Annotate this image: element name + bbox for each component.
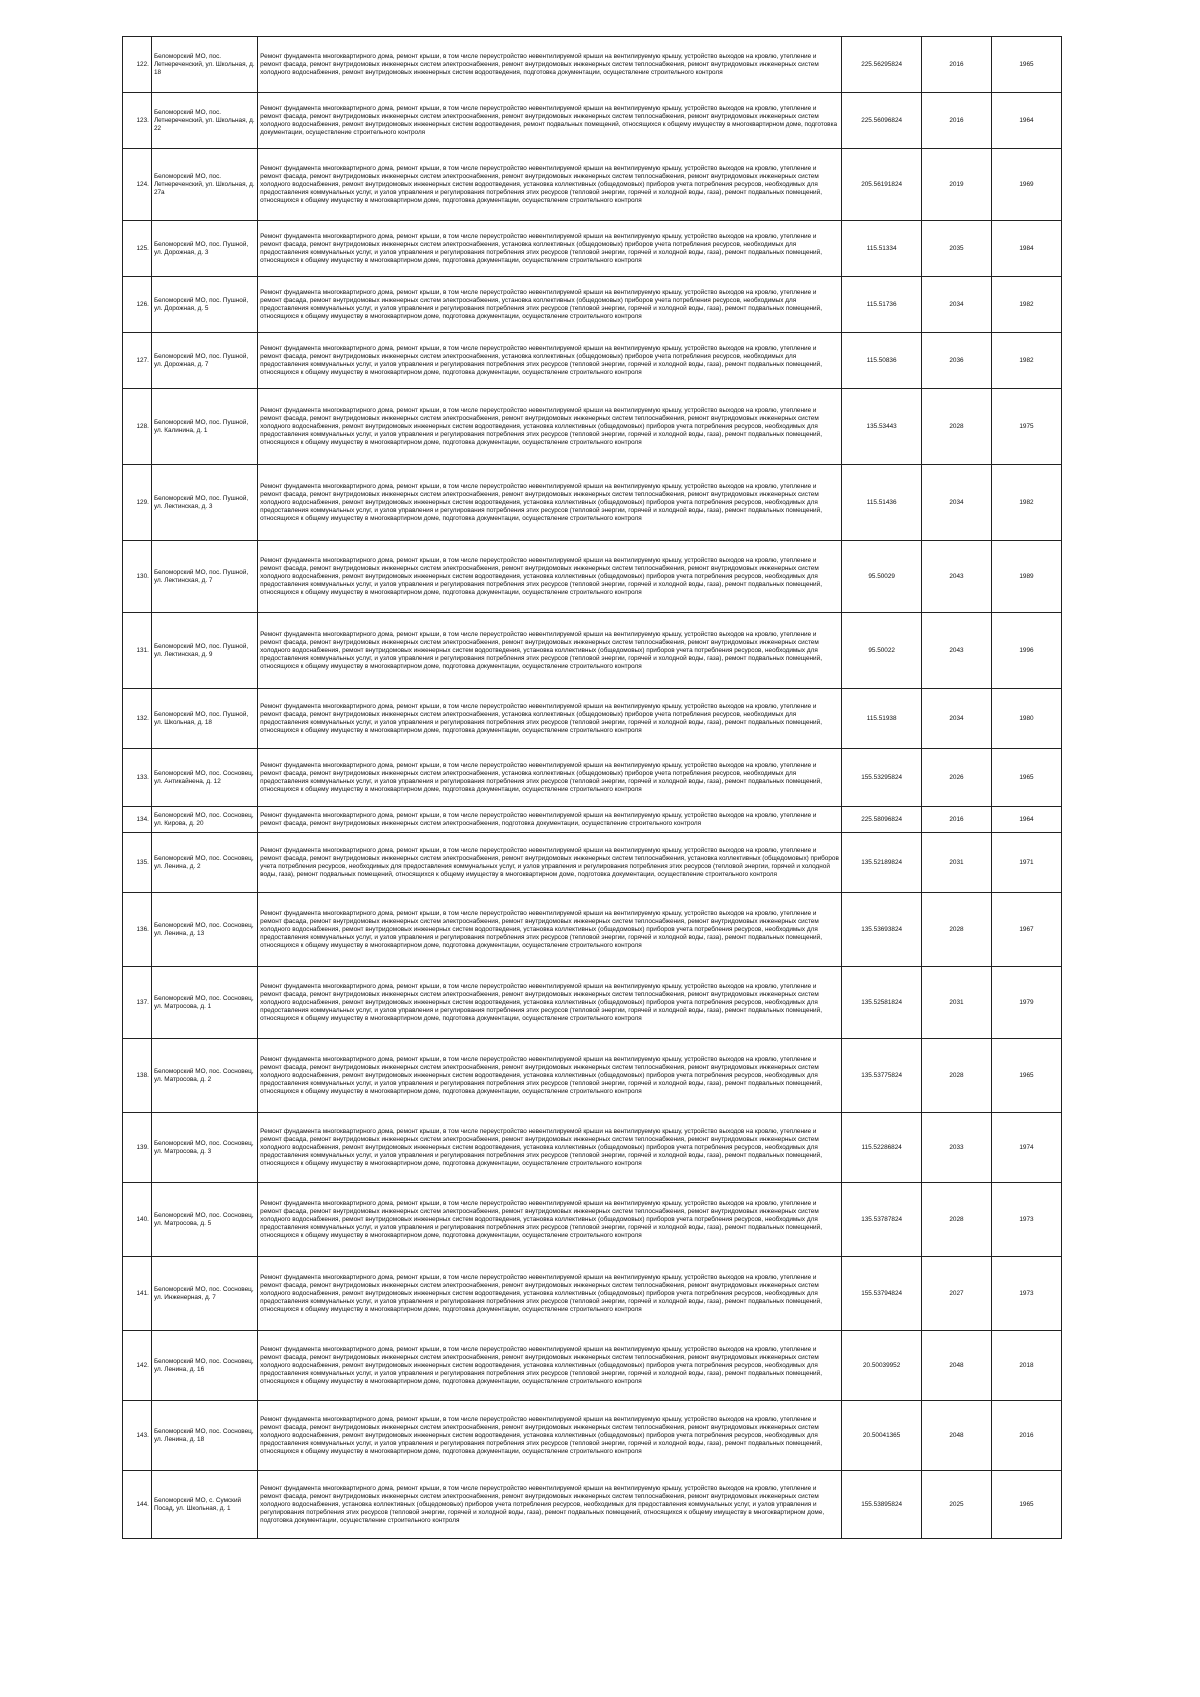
row-address: Беломорский МО, с. Сумский Посад, ул. Школьная, д. 1 [151, 1471, 257, 1539]
table-row [123, 1183, 1062, 1257]
row-works: Ремонт фундамента многоквартирного дома, ремонт крыши, в том числе переустройство невентилируемой крыши на вентилируемую крышу, устройство выходов на кровлю, утепление и ремонт фасада, ремонт внутридомовых инженерных систем электроснабжения, ремонт внутридомовых инженерных систем теплоснабжения, ремонт внутридомовых инженерных систем холодного водоснабжения, ремонт внутридомовых инженерных систем водоотведения, установка коллективных (общедомовых) приборов учета потребления ресурсов, необходимых для предоставления коммунальных услуг, и узлов управления и регулирования потребления этих ресурсов (тепловой энергии, горячей и холодной воды, газа), ремонт подвальных помещений, относящихся к общему имуществу в многоквартирном доме, подготовка документации, осуществление строительного контроля [258, 1331, 842, 1401]
row-built-year: 1979 [991, 967, 1061, 1039]
row-year: 2034 [921, 689, 991, 749]
table-row [123, 749, 1062, 807]
row-address: Беломорский МО, пос. Сосновец, ул. Матросова, д. 1 [151, 967, 257, 1039]
row-built-year: 1965 [991, 749, 1061, 807]
row-works: Ремонт фундамента многоквартирного дома, ремонт крыши, в том числе переустройство невентилируемой крыши на вентилируемую крышу, устройство выходов на кровлю, утепление и ремонт фасада, ремонт внутридомовых инженерных систем электроснабжения, установка коллективных (общедомовых) приборов учета потребления ресурсов, необходимых для предоставления коммунальных услуг, и узлов управления и регулирования потребления этих ресурсов (тепловой энергии, горячей и холодной воды, газа), ремонт подвальных помещений, относящихся к общему имуществу в многоквартирном доме, подготовка документации, осуществление строительного контроля [258, 333, 842, 389]
row-works: Ремонт фундамента многоквартирного дома, ремонт крыши, в том числе переустройство невентилируемой крыши на вентилируемую крышу, устройство выходов на кровлю, утепление и ремонт фасада, ремонт внутридомовых инженерных систем электроснабжения, ремонт внутридомовых инженерных систем теплоснабжения, ремонт внутридомовых инженерных систем холодного водоснабжения, ремонт внутридомовых инженерных систем водоотведения, установка коллективных (общедомовых) приборов учета потребления ресурсов, необходимых для предоставления коммунальных услуг, и узлов управления и регулирования потребления этих ресурсов (тепловой энергии, горячей и холодной воды, газа), ремонт подвальных помещений, относящихся к общему имуществу в многоквартирном доме, подготовка документации, осуществление строительного контроля [258, 893, 842, 967]
row-number: 140. [123, 1183, 152, 1257]
row-works: Ремонт фундамента многоквартирного дома, ремонт крыши, в том числе переустройство невентилируемой крыши на вентилируемую крышу, устройство выходов на кровлю, утепление и ремонт фасада, ремонт внутридомовых инженерных систем электроснабжения, ремонт внутридомовых инженерных систем теплоснабжения, ремонт внутридомовых инженерных систем холодного водоснабжения, ремонт внутридомовых инженерных систем водоотведения, ремонт подвальных помещений, относящихся к общему имуществу в многоквартирном доме, подготовка документации, осуществление строительного контроля [258, 93, 842, 149]
row-works: Ремонт фундамента многоквартирного дома, ремонт крыши, в том числе переустройство невентилируемой крыши на вентилируемую крышу, устройство выходов на кровлю, утепление и ремонт фасада, ремонт внутридомовых инженерных систем электроснабжения, подготовка документации, осуществление строительного контроля [258, 807, 842, 833]
row-cost: 115.51436 [842, 465, 922, 541]
row-address: Беломорский МО, пос. Сосновец, ул. Ленина, д. 13 [151, 893, 257, 967]
row-works: Ремонт фундамента многоквартирного дома, ремонт крыши, в том числе переустройство невентилируемой крыши на вентилируемую крышу, устройство выходов на кровлю, утепление и ремонт фасада, ремонт внутридомовых инженерных систем электроснабжения, ремонт внутридомовых инженерных систем теплоснабжения, ремонт внутридомовых инженерных систем холодного водоснабжения, установка коллективных (общедомовых) приборов учета потребления ресурсов, необходимых для предоставления коммунальных услуг, и узлов управления и регулирования потребления этих ресурсов (тепловой энергии, горячей и холодной воды, газа), ремонт подвальных помещений, относящихся к общему имуществу в многоквартирном доме, подготовка документации, осуществление строительного контроля [258, 1471, 842, 1539]
row-number: 139. [123, 1113, 152, 1183]
row-works: Ремонт фундамента многоквартирного дома, ремонт крыши, в том числе переустройство невентилируемой крыши на вентилируемую крышу, устройство выходов на кровлю, утепление и ремонт фасада, ремонт внутридомовых инженерных систем электроснабжения, ремонт внутридомовых инженерных систем теплоснабжения, ремонт внутридомовых инженерных систем холодного водоснабжения, ремонт внутридомовых инженерных систем водоотведения, установка коллективных (общедомовых) приборов учета потребления ресурсов, необходимых для предоставления коммунальных услуг, и узлов управления и регулирования потребления этих ресурсов (тепловой энергии, горячей и холодной воды, газа), ремонт подвальных помещений, относящихся к общему имуществу в многоквартирном доме, подготовка документации, осуществление строительного контроля [258, 1039, 842, 1113]
row-address: Беломорский МО, пос. Пушной, ул. Лектинская, д. 7 [151, 541, 257, 613]
row-address: Беломорский МО, пос. Пушной, ул. Дорожная, д. 3 [151, 221, 257, 277]
row-year: 2033 [921, 1113, 991, 1183]
row-number: 128. [123, 389, 152, 465]
row-cost: 135.53775824 [842, 1039, 922, 1113]
row-cost: 225.56096824 [842, 93, 922, 149]
table-row [123, 689, 1062, 749]
row-year: 2031 [921, 967, 991, 1039]
row-year: 2034 [921, 277, 991, 333]
row-works: Ремонт фундамента многоквартирного дома, ремонт крыши, в том числе переустройство невентилируемой крыши на вентилируемую крышу, устройство выходов на кровлю, утепление и ремонт фасада, ремонт внутридомовых инженерных систем электроснабжения, установка коллективных (общедомовых) приборов учета потребления ресурсов, необходимых для предоставления коммунальных услуг, и узлов управления и регулирования потребления этих ресурсов (тепловой энергии, горячей и холодной воды, газа), ремонт подвальных помещений, относящихся к общему имуществу в многоквартирном доме, подготовка документации, осуществление строительного контроля [258, 221, 842, 277]
row-address: Беломорский МО, пос. Пушной, ул. Дорожная, д. 5 [151, 277, 257, 333]
row-address: Беломорский МО, пос. Пушной, ул. Школьная, д. 18 [151, 689, 257, 749]
row-number: 131. [123, 613, 152, 689]
row-year: 2043 [921, 541, 991, 613]
row-cost: 20.50041365 [842, 1401, 922, 1471]
row-year: 2016 [921, 93, 991, 149]
table-row [123, 1471, 1062, 1539]
row-year: 2036 [921, 333, 991, 389]
row-cost: 135.53693824 [842, 893, 922, 967]
row-number: 124. [123, 149, 152, 221]
row-cost: 115.50836 [842, 333, 922, 389]
table-row [123, 1113, 1062, 1183]
table-row [123, 807, 1062, 833]
row-built-year: 1989 [991, 541, 1061, 613]
table-row [123, 1257, 1062, 1331]
row-works: Ремонт фундамента многоквартирного дома, ремонт крыши, в том числе переустройство невентилируемой крыши на вентилируемую крышу, устройство выходов на кровлю, утепление и ремонт фасада, ремонт внутридомовых инженерных систем электроснабжения, ремонт внутридомовых инженерных систем теплоснабжения, ремонт внутридомовых инженерных систем холодного водоснабжения, ремонт внутридомовых инженерных систем водоотведения, установка коллективных (общедомовых) приборов учета потребления ресурсов, необходимых для предоставления коммунальных услуг, и узлов управления и регулирования потребления этих ресурсов (тепловой энергии, горячей и холодной воды, газа), ремонт подвальных помещений, относящихся к общему имуществу в многоквартирном доме, подготовка документации, осуществление строительного контроля [258, 1401, 842, 1471]
row-address: Беломорский МО, пос. Сосновец, ул. Матросова, д. 2 [151, 1039, 257, 1113]
row-number: 138. [123, 1039, 152, 1113]
row-address: Беломорский МО, пос. Пушной, ул. Лектинская, д. 3 [151, 465, 257, 541]
table-row [123, 149, 1062, 221]
table-row [123, 613, 1062, 689]
row-year: 2031 [921, 833, 991, 893]
row-year: 2035 [921, 221, 991, 277]
table-row [123, 1401, 1062, 1471]
row-address: Беломорский МО, пос. Сосновец, ул. Ленина, д. 16 [151, 1331, 257, 1401]
row-works: Ремонт фундамента многоквартирного дома, ремонт крыши, в том числе переустройство невентилируемой крыши на вентилируемую крышу, устройство выходов на кровлю, утепление и ремонт фасада, ремонт внутридомовых инженерных систем электроснабжения, ремонт внутридомовых инженерных систем теплоснабжения, ремонт внутридомовых инженерных систем холодного водоснабжения, ремонт внутридомовых инженерных систем водоотведения, установка коллективных (общедомовых) приборов учета потребления ресурсов, необходимых для предоставления коммунальных услуг, и узлов управления и регулирования потребления этих ресурсов (тепловой энергии, горячей и холодной воды, газа), ремонт подвальных помещений, относящихся к общему имуществу в многоквартирном доме, подготовка документации, осуществление строительного контроля [258, 149, 842, 221]
row-built-year: 1982 [991, 277, 1061, 333]
row-works: Ремонт фундамента многоквартирного дома, ремонт крыши, в том числе переустройство невентилируемой крыши на вентилируемую крышу, устройство выходов на кровлю, утепление и ремонт фасада, ремонт внутридомовых инженерных систем электроснабжения, ремонт внутридомовых инженерных систем теплоснабжения, ремонт внутридомовых инженерных систем холодного водоснабжения, ремонт внутридомовых инженерных систем водоотведения, установка коллективных (общедомовых) приборов учета потребления ресурсов, необходимых для предоставления коммунальных услуг, и узлов управления и регулирования потребления этих ресурсов (тепловой энергии, горячей и холодной воды, газа), ремонт подвальных помещений, относящихся к общему имуществу в многоквартирном доме, подготовка документации, осуществление строительного контроля [258, 967, 842, 1039]
row-works: Ремонт фундамента многоквартирного дома, ремонт крыши, в том числе переустройство невентилируемой крыши на вентилируемую крышу, устройство выходов на кровлю, утепление и ремонт фасада, ремонт внутридомовых инженерных систем электроснабжения, ремонт внутридомовых инженерных систем теплоснабжения, установка коллективных (общедомовых) приборов учета потребления ресурсов, необходимых для предоставления коммунальных услуг, и узлов управления и регулирования потребления этих ресурсов (тепловой энергии, горячей и холодной воды, газа), ремонт подвальных помещений, относящихся к общему имуществу в многоквартирном доме, подготовка документации, осуществление строительного контроля [258, 833, 842, 893]
row-number: 133. [123, 749, 152, 807]
row-number: 126. [123, 277, 152, 333]
row-year: 2016 [921, 807, 991, 833]
row-address: Беломорский МО, пос. Пушной, ул. Калинина, д. 1 [151, 389, 257, 465]
row-cost: 135.53787824 [842, 1183, 922, 1257]
row-year: 2028 [921, 893, 991, 967]
table-row [123, 277, 1062, 333]
row-works: Ремонт фундамента многоквартирного дома, ремонт крыши, в том числе переустройство невентилируемой крыши на вентилируемую крышу, устройство выходов на кровлю, утепление и ремонт фасада, ремонт внутридомовых инженерных систем электроснабжения, ремонт внутридомовых инженерных систем теплоснабжения, ремонт внутридомовых инженерных систем холодного водоснабжения, ремонт внутридомовых инженерных систем водоотведения, установка коллективных (общедомовых) приборов учета потребления ресурсов, необходимых для предоставления коммунальных услуг, и узлов управления и регулирования потребления этих ресурсов (тепловой энергии, горячей и холодной воды, газа), ремонт подвальных помещений, относящихся к общему имуществу в многоквартирном доме, подготовка документации, осуществление строительного контроля [258, 389, 842, 465]
row-works: Ремонт фундамента многоквартирного дома, ремонт крыши, в том числе переустройство невентилируемой крыши на вентилируемую крышу, устройство выходов на кровлю, утепление и ремонт фасада, ремонт внутридомовых инженерных систем электроснабжения, ремонт внутридомовых инженерных систем теплоснабжения, ремонт внутридомовых инженерных систем холодного водоснабжения, ремонт внутридомовых инженерных систем водоотведения, установка коллективных (общедомовых) приборов учета потребления ресурсов, необходимых для предоставления коммунальных услуг, и узлов управления и регулирования потребления этих ресурсов (тепловой энергии, горячей и холодной воды, газа), ремонт подвальных помещений, относящихся к общему имуществу в многоквартирном доме, подготовка документации, осуществление строительного контроля [258, 1183, 842, 1257]
row-built-year: 1965 [991, 37, 1061, 93]
row-number: 137. [123, 967, 152, 1039]
row-cost: 155.53295824 [842, 749, 922, 807]
table-row [123, 37, 1062, 93]
row-built-year: 1965 [991, 1039, 1061, 1113]
row-cost: 115.51334 [842, 221, 922, 277]
row-built-year: 1996 [991, 613, 1061, 689]
row-number: 130. [123, 541, 152, 613]
row-works: Ремонт фундамента многоквартирного дома, ремонт крыши, в том числе переустройство невентилируемой крыши на вентилируемую крышу, устройство выходов на кровлю, утепление и ремонт фасада, ремонт внутридомовых инженерных систем электроснабжения, ремонт внутридомовых инженерных систем теплоснабжения, ремонт внутридомовых инженерных систем холодного водоснабжения, ремонт внутридомовых инженерных систем водоотведения, установка коллективных (общедомовых) приборов учета потребления ресурсов, необходимых для предоставления коммунальных услуг, и узлов управления и регулирования потребления этих ресурсов (тепловой энергии, горячей и холодной воды, газа), ремонт подвальных помещений, относящихся к общему имуществу в многоквартирном доме, подготовка документации, осуществление строительного контроля [258, 1257, 842, 1331]
table-row [123, 1331, 1062, 1401]
row-cost: 95.50022 [842, 613, 922, 689]
row-cost: 135.52581824 [842, 967, 922, 1039]
row-cost: 155.53895824 [842, 1471, 922, 1539]
row-address: Беломорский МО, пос. Сосновец, ул. Матросова, д. 5 [151, 1183, 257, 1257]
table-row [123, 221, 1062, 277]
row-built-year: 1980 [991, 689, 1061, 749]
row-address: Беломорский МО, пос. Сосновец, ул. Матросова, д. 3 [151, 1113, 257, 1183]
row-cost: 115.51938 [842, 689, 922, 749]
row-built-year: 1964 [991, 93, 1061, 149]
row-address: Беломорский МО, пос. Летнереченский, ул. Школьная, д. 22 [151, 93, 257, 149]
row-year: 2028 [921, 1183, 991, 1257]
row-cost: 115.51736 [842, 277, 922, 333]
row-year: 2016 [921, 37, 991, 93]
row-number: 143. [123, 1401, 152, 1471]
row-address: Беломорский МО, пос. Сосновец, ул. Ленина, д. 18 [151, 1401, 257, 1471]
table-row [123, 967, 1062, 1039]
row-year: 2034 [921, 465, 991, 541]
row-year: 2048 [921, 1401, 991, 1471]
row-works: Ремонт фундамента многоквартирного дома, ремонт крыши, в том числе переустройство невентилируемой крыши на вентилируемую крышу, устройство выходов на кровлю, утепление и ремонт фасада, ремонт внутридомовых инженерных систем электроснабжения, ремонт внутридомовых инженерных систем теплоснабжения, ремонт внутридомовых инженерных систем холодного водоснабжения, ремонт внутридомовых инженерных систем водоотведения, установка коллективных (общедомовых) приборов учета потребления ресурсов, необходимых для предоставления коммунальных услуг, и узлов управления и регулирования потребления этих ресурсов (тепловой энергии, горячей и холодной воды, газа), ремонт подвальных помещений, относящихся к общему имуществу в многоквартирном доме, подготовка документации, осуществление строительного контроля [258, 465, 842, 541]
table-row [123, 333, 1062, 389]
row-built-year: 1982 [991, 465, 1061, 541]
row-number: 125. [123, 221, 152, 277]
row-cost: 135.52189824 [842, 833, 922, 893]
row-number: 127. [123, 333, 152, 389]
row-address: Беломорский МО, пос. Сосновец, ул. Ленина, д. 2 [151, 833, 257, 893]
row-number: 132. [123, 689, 152, 749]
row-works: Ремонт фундамента многоквартирного дома, ремонт крыши, в том числе переустройство невентилируемой крыши на вентилируемую крышу, устройство выходов на кровлю, утепление и ремонт фасада, ремонт внутридомовых инженерных систем электроснабжения, ремонт внутридомовых инженерных систем теплоснабжения, ремонт внутридомовых инженерных систем холодного водоснабжения, ремонт внутридомовых инженерных систем водоотведения, установка коллективных (общедомовых) приборов учета потребления ресурсов, необходимых для предоставления коммунальных услуг, и узлов управления и регулирования потребления этих ресурсов (тепловой энергии, горячей и холодной воды, газа), ремонт подвальных помещений, относящихся к общему имуществу в многоквартирном доме, подготовка документации, осуществление строительного контроля [258, 541, 842, 613]
row-built-year: 1973 [991, 1257, 1061, 1331]
row-address: Беломорский МО, пос. Летнереченский, ул. Школьная, д. 18 [151, 37, 257, 93]
row-number: 142. [123, 1331, 152, 1401]
row-number: 123. [123, 93, 152, 149]
row-address: Беломорский МО, пос. Летнереченский, ул. Школьная, д. 27а [151, 149, 257, 221]
row-cost: 95.50029 [842, 541, 922, 613]
table-row [123, 833, 1062, 893]
row-number: 135. [123, 833, 152, 893]
row-built-year: 1964 [991, 807, 1061, 833]
row-year: 2019 [921, 149, 991, 221]
row-built-year: 1971 [991, 833, 1061, 893]
table-row [123, 893, 1062, 967]
row-built-year: 1973 [991, 1183, 1061, 1257]
row-number: 141. [123, 1257, 152, 1331]
row-works: Ремонт фундамента многоквартирного дома, ремонт крыши, в том числе переустройство невентилируемой крыши на вентилируемую крышу, устройство выходов на кровлю, утепление и ремонт фасада, ремонт внутридомовых инженерных систем электроснабжения, ремонт внутридомовых инженерных систем теплоснабжения, ремонт внутридомовых инженерных систем холодного водоснабжения, ремонт внутридомовых инженерных систем водоотведения, установка коллективных (общедомовых) приборов учета потребления ресурсов, необходимых для предоставления коммунальных услуг, и узлов управления и регулирования потребления этих ресурсов (тепловой энергии, горячей и холодной воды, газа), ремонт подвальных помещений, относящихся к общему имуществу в многоквартирном доме, подготовка документации, осуществление строительного контроля [258, 1113, 842, 1183]
row-works: Ремонт фундамента многоквартирного дома, ремонт крыши, в том числе переустройство невентилируемой крыши на вентилируемую крышу, устройство выходов на кровлю, утепление и ремонт фасада, ремонт внутридомовых инженерных систем электроснабжения, установка коллективных (общедомовых) приборов учета потребления ресурсов, необходимых для предоставления коммунальных услуг, и узлов управления и регулирования потребления этих ресурсов (тепловой энергии, горячей и холодной воды, газа), ремонт подвальных помещений, относящихся к общему имуществу в многоквартирном доме, подготовка документации, осуществление строительного контроля [258, 277, 842, 333]
row-built-year: 1975 [991, 389, 1061, 465]
row-cost: 20.50039952 [842, 1331, 922, 1401]
row-number: 122. [123, 37, 152, 93]
table-row [123, 389, 1062, 465]
row-built-year: 1984 [991, 221, 1061, 277]
document-page [122, 36, 1062, 1539]
table-row [123, 1039, 1062, 1113]
row-year: 2043 [921, 613, 991, 689]
table-row [123, 93, 1062, 149]
row-built-year: 2018 [991, 1331, 1061, 1401]
row-works: Ремонт фундамента многоквартирного дома, ремонт крыши, в том числе переустройство невентилируемой крыши на вентилируемую крышу, устройство выходов на кровлю, утепление и ремонт фасада, ремонт внутридомовых инженерных систем электроснабжения, ремонт внутридомовых инженерных систем теплоснабжения, ремонт внутридомовых инженерных систем холодного водоснабжения, ремонт внутридомовых инженерных систем водоотведения, подготовка документации, осуществление строительного контроля [258, 37, 842, 93]
row-works: Ремонт фундамента многоквартирного дома, ремонт крыши, в том числе переустройство невентилируемой крыши на вентилируемую крышу, устройство выходов на кровлю, утепление и ремонт фасада, ремонт внутридомовых инженерных систем электроснабжения, ремонт внутридомовых инженерных систем теплоснабжения, ремонт внутридомовых инженерных систем холодного водоснабжения, ремонт внутридомовых инженерных систем водоотведения, установка коллективных (общедомовых) приборов учета потребления ресурсов, необходимых для предоставления коммунальных услуг, и узлов управления и регулирования потребления этих ресурсов (тепловой энергии, горячей и холодной воды, газа), ремонт подвальных помещений, относящихся к общему имуществу в многоквартирном доме, подготовка документации, осуществление строительного контроля [258, 613, 842, 689]
row-address: Беломорский МО, пос. Сосновец, ул. Антикайнена, д. 12 [151, 749, 257, 807]
row-built-year: 1974 [991, 1113, 1061, 1183]
row-built-year: 1967 [991, 893, 1061, 967]
row-cost: 115.52286824 [842, 1113, 922, 1183]
row-address: Беломорский МО, пос. Пушной, ул. Дорожная, д. 7 [151, 333, 257, 389]
capital-repair-table [122, 36, 1062, 1539]
row-number: 134. [123, 807, 152, 833]
table-row [123, 541, 1062, 613]
row-number: 136. [123, 893, 152, 967]
row-year: 2028 [921, 389, 991, 465]
row-number: 129. [123, 465, 152, 541]
row-built-year: 1965 [991, 1471, 1061, 1539]
row-built-year: 1969 [991, 149, 1061, 221]
row-year: 2026 [921, 749, 991, 807]
row-cost: 155.53794824 [842, 1257, 922, 1331]
row-works: Ремонт фундамента многоквартирного дома, ремонт крыши, в том числе переустройство невентилируемой крыши на вентилируемую крышу, устройство выходов на кровлю, утепление и ремонт фасада, ремонт внутридомовых инженерных систем электроснабжения, установка коллективных (общедомовых) приборов учета потребления ресурсов, необходимых для предоставления коммунальных услуг, и узлов управления и регулирования потребления этих ресурсов (тепловой энергии, горячей и холодной воды, газа), ремонт подвальных помещений, относящихся к общему имуществу в многоквартирном доме, подготовка документации, осуществление строительного контроля [258, 749, 842, 807]
row-built-year: 1982 [991, 333, 1061, 389]
row-number: 144. [123, 1471, 152, 1539]
row-cost: 225.58096824 [842, 807, 922, 833]
row-year: 2025 [921, 1471, 991, 1539]
table-row [123, 465, 1062, 541]
row-cost: 135.53443 [842, 389, 922, 465]
table-body [123, 37, 1062, 1539]
row-cost: 205.56191824 [842, 149, 922, 221]
row-year: 2028 [921, 1039, 991, 1113]
row-year: 2048 [921, 1331, 991, 1401]
row-year: 2027 [921, 1257, 991, 1331]
row-cost: 225.56295824 [842, 37, 922, 93]
row-built-year: 2016 [991, 1401, 1061, 1471]
row-address: Беломорский МО, пос. Сосновец, ул. Инженерная, д. 7 [151, 1257, 257, 1331]
row-works: Ремонт фундамента многоквартирного дома, ремонт крыши, в том числе переустройство невентилируемой крыши на вентилируемую крышу, устройство выходов на кровлю, утепление и ремонт фасада, ремонт внутридомовых инженерных систем электроснабжения, установка коллективных (общедомовых) приборов учета потребления ресурсов, необходимых для предоставления коммунальных услуг, и узлов управления и регулирования потребления этих ресурсов (тепловой энергии, горячей и холодной воды, газа), ремонт подвальных помещений, относящихся к общему имуществу в многоквартирном доме, подготовка документации, осуществление строительного контроля [258, 689, 842, 749]
row-address: Беломорский МО, пос. Сосновец, ул. Кирова, д. 20 [151, 807, 257, 833]
row-address: Беломорский МО, пос. Пушной, ул. Лектинская, д. 9 [151, 613, 257, 689]
